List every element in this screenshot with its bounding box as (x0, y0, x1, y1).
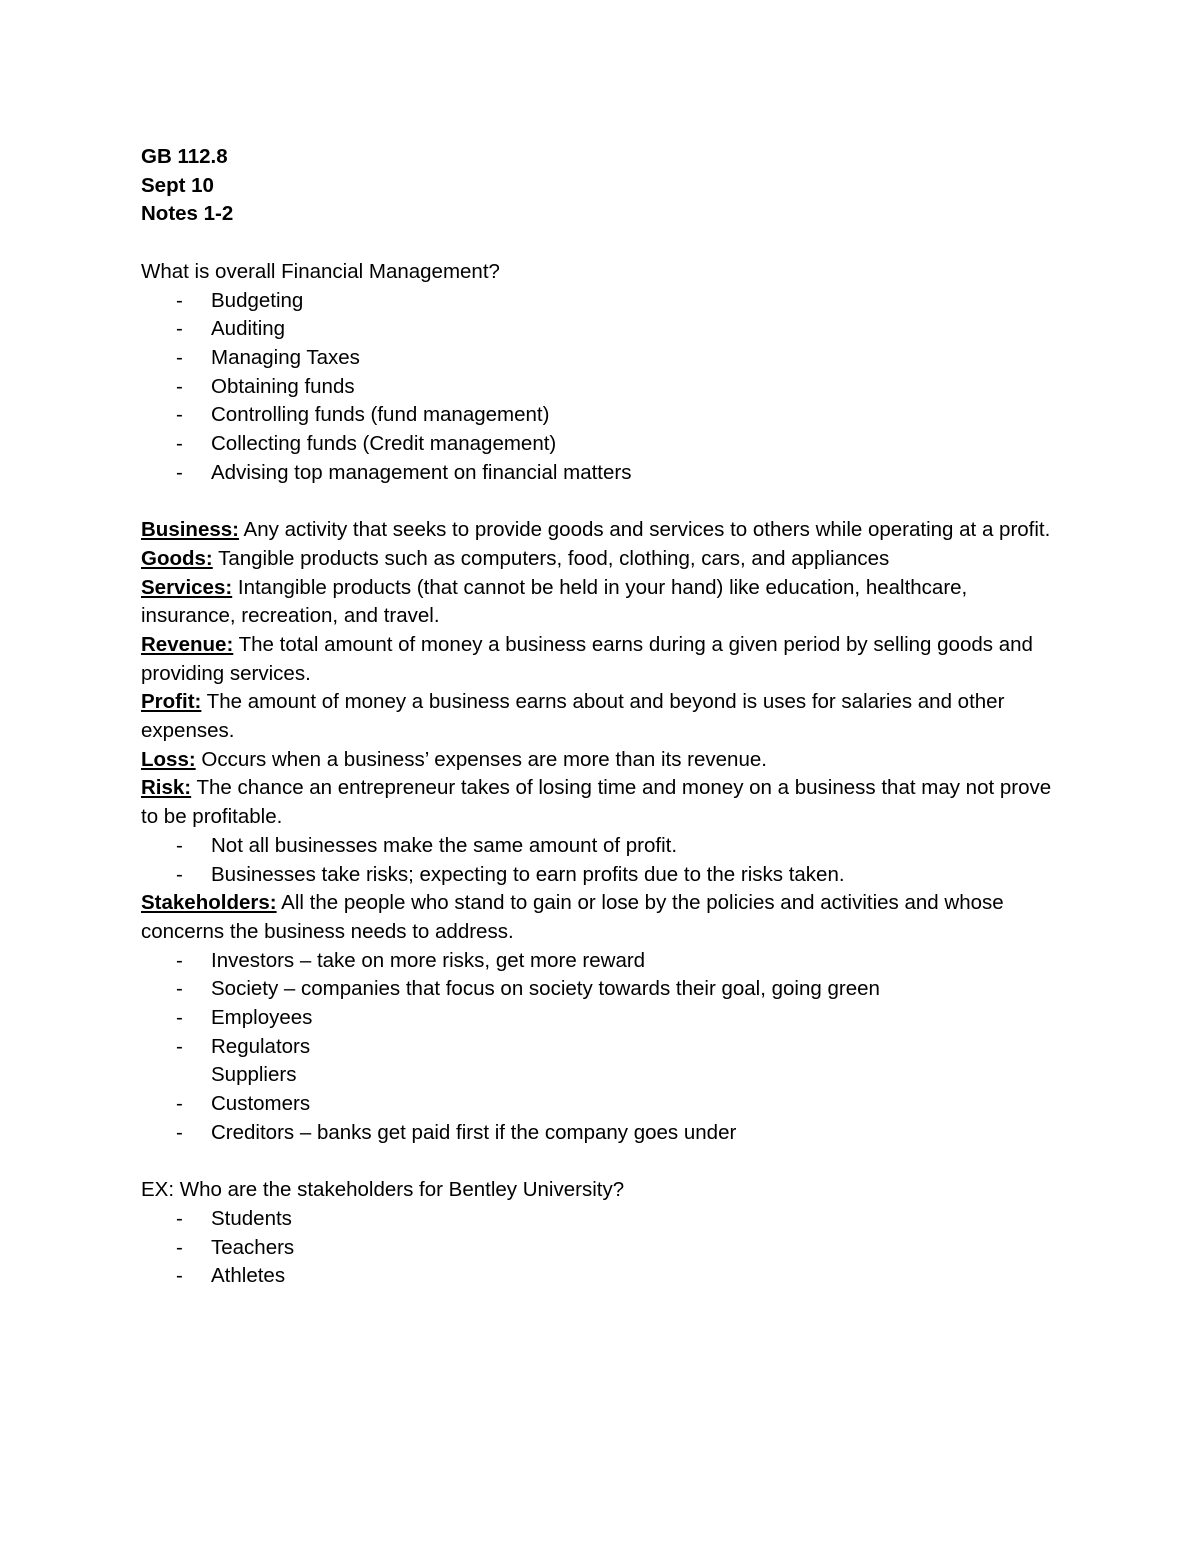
definition-loss (141, 746, 1061, 775)
notes-date: Sept 10 (141, 173, 214, 197)
definition-text: All the people who stand to gain or lose by the policies and activities and whose concerns the business needs to address. (141, 891, 1004, 943)
list-item: - Advising top management on financial matters (176, 460, 632, 484)
list-item: - Students (176, 1206, 292, 1230)
definition-profit (141, 688, 1061, 745)
list-item: - Auditing (176, 317, 286, 341)
notes-body (141, 143, 1061, 1291)
list-item: Suppliers (211, 1063, 297, 1087)
notes-title: Notes 1-2 (141, 202, 234, 226)
definition-text: Intangible products (that cannot be held in your hand) like education, healthcare, insurance, recreation, and travel. (141, 575, 968, 628)
list-item: - Employees (176, 1006, 313, 1030)
list-item: - Managing Taxes (176, 345, 360, 369)
list-item: - Collecting funds (Credit management) (176, 432, 557, 456)
definition-text: Any activity that seeks to provide goods and services to others while operating at a profit. (238, 518, 1051, 542)
list-item: - Regulators (176, 1034, 311, 1058)
financial-management-question: What is overall Financial Management? (141, 259, 500, 283)
list-item: - Obtaining funds (176, 374, 355, 398)
definition-term: Profit: (141, 690, 202, 714)
list-item: - Society – companies that focus on society towards their goal, going green (176, 977, 880, 1001)
spacer (141, 1148, 1061, 1177)
list-item: - Budgeting (176, 288, 304, 312)
definition-goods (141, 545, 1061, 574)
list-item: - Businesses take risks; expecting to earn profits due to the risks taken. (176, 862, 845, 886)
spacer (141, 487, 1061, 516)
list-item: - Customers (176, 1092, 311, 1116)
list-item: - Controlling funds (fund management) (176, 403, 550, 427)
definition-revenue (141, 631, 1061, 688)
definition-term: Business: (141, 518, 239, 542)
list-item: - Athletes (176, 1264, 286, 1288)
spacer (141, 229, 1061, 258)
definition-business (141, 516, 1061, 545)
definition-term: Services: (141, 575, 233, 599)
definition-risk (141, 774, 1061, 831)
definition-term: Loss: (141, 747, 196, 771)
definition-term: Risk: (141, 776, 192, 800)
definition-text: Occurs when a business’ expenses are more than its revenue. (195, 747, 767, 771)
definition-stakeholders (141, 889, 1061, 946)
definition-text: The chance an entrepreneur takes of losing time and money on a business that may not prove to be profitable. (141, 776, 1052, 829)
definition-term: Goods: (141, 546, 213, 570)
definition-text: Tangible products such as computers, food, clothing, cars, and appliances (212, 546, 890, 570)
definition-term: Stakeholders: (141, 891, 277, 915)
list-item: - Investors – take on more risks, get more reward (176, 948, 646, 972)
example-question: EX: Who are the stakeholders for Bentley University? (141, 1178, 625, 1202)
list-item: - Teachers (176, 1235, 295, 1259)
list-item: - Not all businesses make the same amount of profit. (176, 833, 678, 857)
definition-text: The total amount of money a business earns during a given period by selling goods and providing services. (141, 632, 1033, 685)
definition-term: Revenue: (141, 632, 234, 656)
list-item: - Creditors – banks get paid first if the company goes under (176, 1120, 737, 1144)
course-code: GB 112.8 (141, 145, 228, 168)
definition-text: The amount of money a business earns about and beyond is uses for salaries and other expenses. (141, 690, 1005, 743)
definition-services (141, 574, 1061, 631)
